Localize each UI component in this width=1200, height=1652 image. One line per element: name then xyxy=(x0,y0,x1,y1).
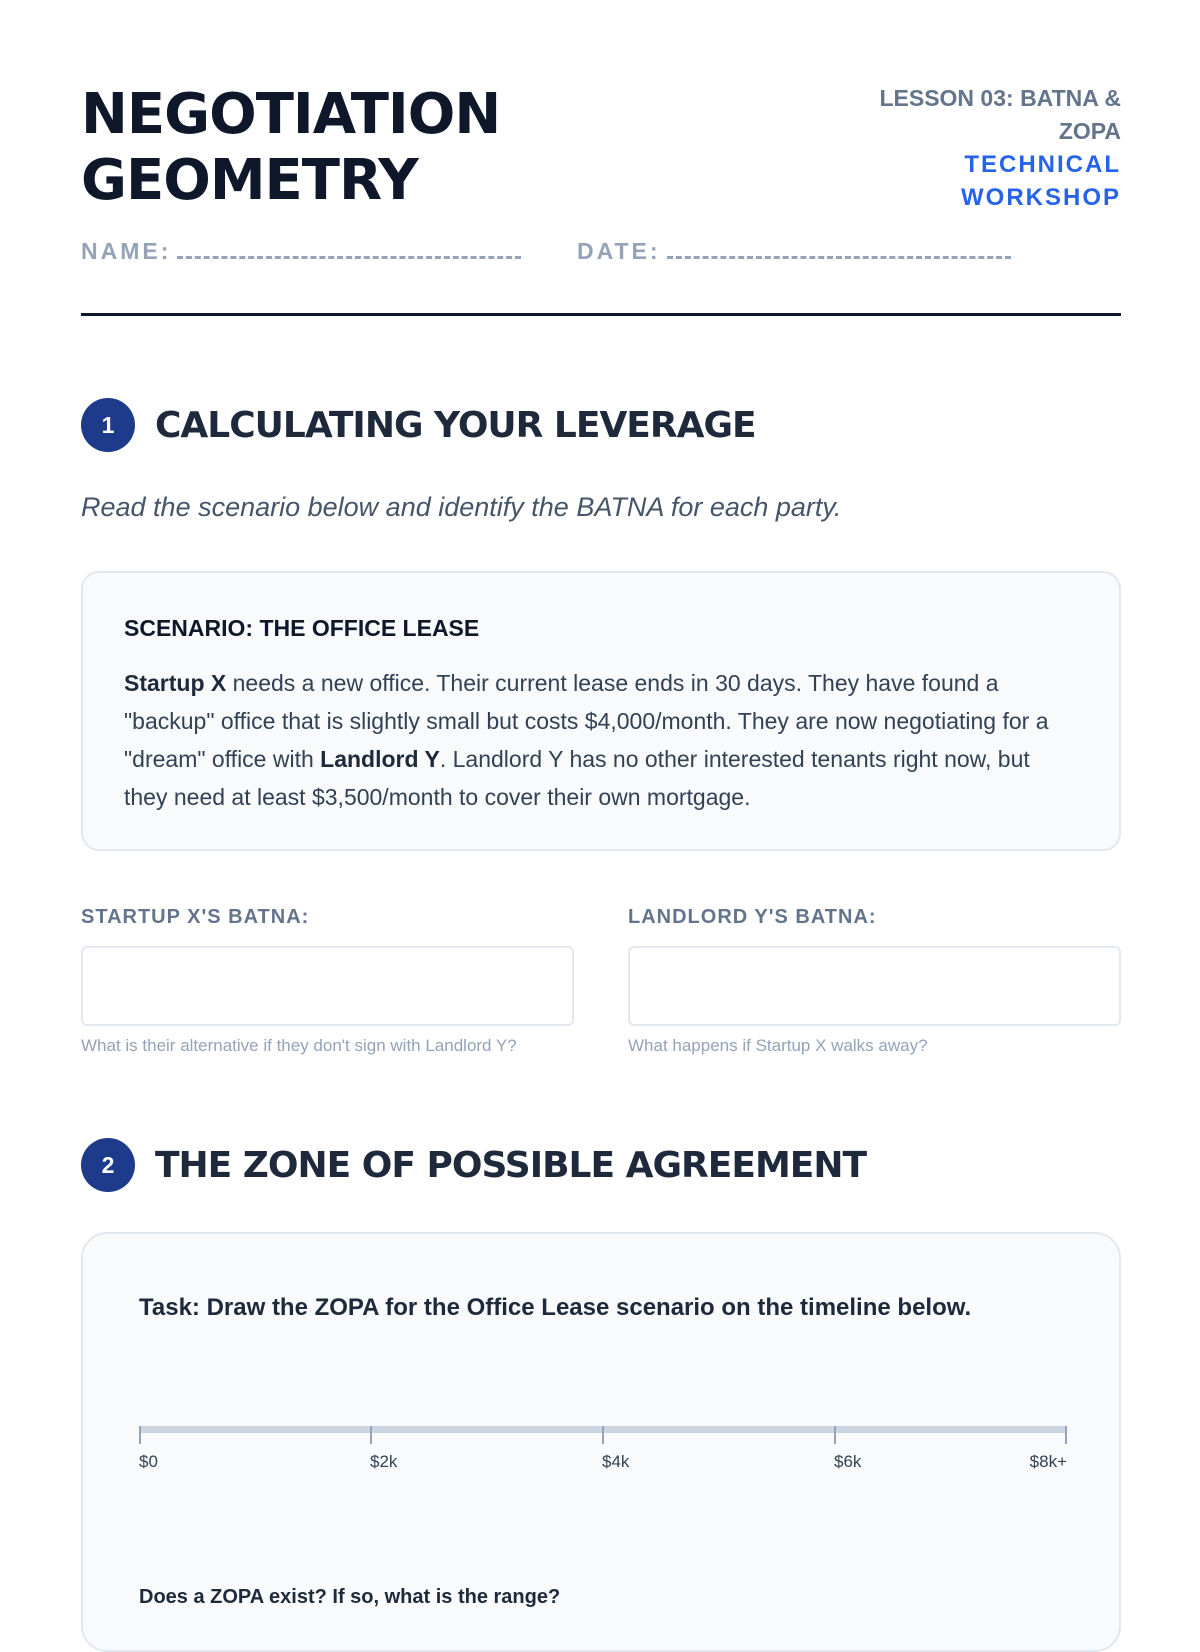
title-line-1: NEGOTIATION xyxy=(81,82,501,147)
header-divider xyxy=(81,313,1121,316)
date-label: DATE: xyxy=(577,238,661,264)
section-1-instruction: Read the scenario below and identify the BATNA for each party. xyxy=(81,492,842,522)
name-label: NAME: xyxy=(81,238,172,264)
name-line[interactable] xyxy=(177,240,521,259)
startup-batna-input[interactable] xyxy=(81,946,574,1026)
zopa-timeline[interactable] xyxy=(139,1426,1067,1476)
zopa-task-instruction: Task: Draw the ZOPA for the Office Lease scenario on the timeline below. xyxy=(139,1294,972,1321)
section-1-title: CALCULATING YOUR LEVERAGE xyxy=(155,404,756,446)
timeline-label-8k: $8k+ xyxy=(1029,1452,1067,1471)
landlord-name: Landlord Y xyxy=(320,746,440,772)
section-1-heading xyxy=(81,398,756,452)
section-2-title: THE ZONE OF POSSIBLE AGREEMENT xyxy=(155,1144,867,1186)
timeline-tick-2k xyxy=(370,1426,372,1444)
lesson-line-1: LESSON 03: BATNA & xyxy=(879,85,1121,111)
name-field[interactable] xyxy=(81,238,521,265)
date-line[interactable] xyxy=(667,240,1011,259)
workshop-line-1: TECHNICAL xyxy=(964,151,1121,178)
workshop-line-2: WORKSHOP xyxy=(961,184,1121,211)
lesson-line-2: ZOPA xyxy=(1058,118,1121,144)
zopa-question: Does a ZOPA exist? If so, what is the range? xyxy=(139,1586,561,1608)
section-1-number-badge: 1 xyxy=(81,398,135,452)
timeline-label-2k: $2k xyxy=(370,1452,398,1471)
timeline-tick-0 xyxy=(139,1426,141,1444)
timeline-label-6k: $6k xyxy=(834,1452,862,1471)
timeline-tick-6k xyxy=(834,1426,836,1444)
timeline-tick-4k xyxy=(602,1426,604,1444)
section-2-number-badge: 2 xyxy=(81,1138,135,1192)
scenario-title: SCENARIO: THE OFFICE LEASE xyxy=(124,615,480,641)
lesson-info xyxy=(841,82,1121,214)
landlord-batna-input[interactable] xyxy=(628,946,1121,1026)
name-date-row xyxy=(81,238,1121,278)
scenario-text-1: needs a new office. Their current lease ends in 30 days. They have found a "backup" office that is slightly small but costs $4,000/month. They are now negotiating for a "dream" office with xyxy=(124,670,1049,772)
title-line-2: GEOMETRY xyxy=(81,148,418,213)
landlord-batna-hint: What happens if Startup X walks away? xyxy=(628,1036,928,1055)
zopa-task-card xyxy=(81,1232,1121,1652)
timeline-tick-8k xyxy=(1065,1426,1067,1444)
startup-name: Startup X xyxy=(124,670,227,696)
startup-batna-label: STARTUP X'S BATNA: xyxy=(81,906,310,928)
scenario-text-2: . Landlord Y has no other interested tenants right now, but they need at least $3,500/month to cover their own mortgage. xyxy=(124,746,1030,810)
landlord-batna-label: LANDLORD Y'S BATNA: xyxy=(628,906,877,928)
date-field[interactable] xyxy=(577,238,1011,265)
page-title xyxy=(81,82,500,214)
section-2-heading xyxy=(81,1138,866,1192)
scenario-card xyxy=(81,571,1121,851)
startup-batna-hint: What is their alternative if they don't sign with Landlord Y? xyxy=(81,1036,517,1055)
timeline-label-4k: $4k xyxy=(602,1452,630,1471)
scenario-body xyxy=(124,664,1079,816)
header xyxy=(81,82,1121,222)
timeline-label-0: $0 xyxy=(139,1452,158,1471)
